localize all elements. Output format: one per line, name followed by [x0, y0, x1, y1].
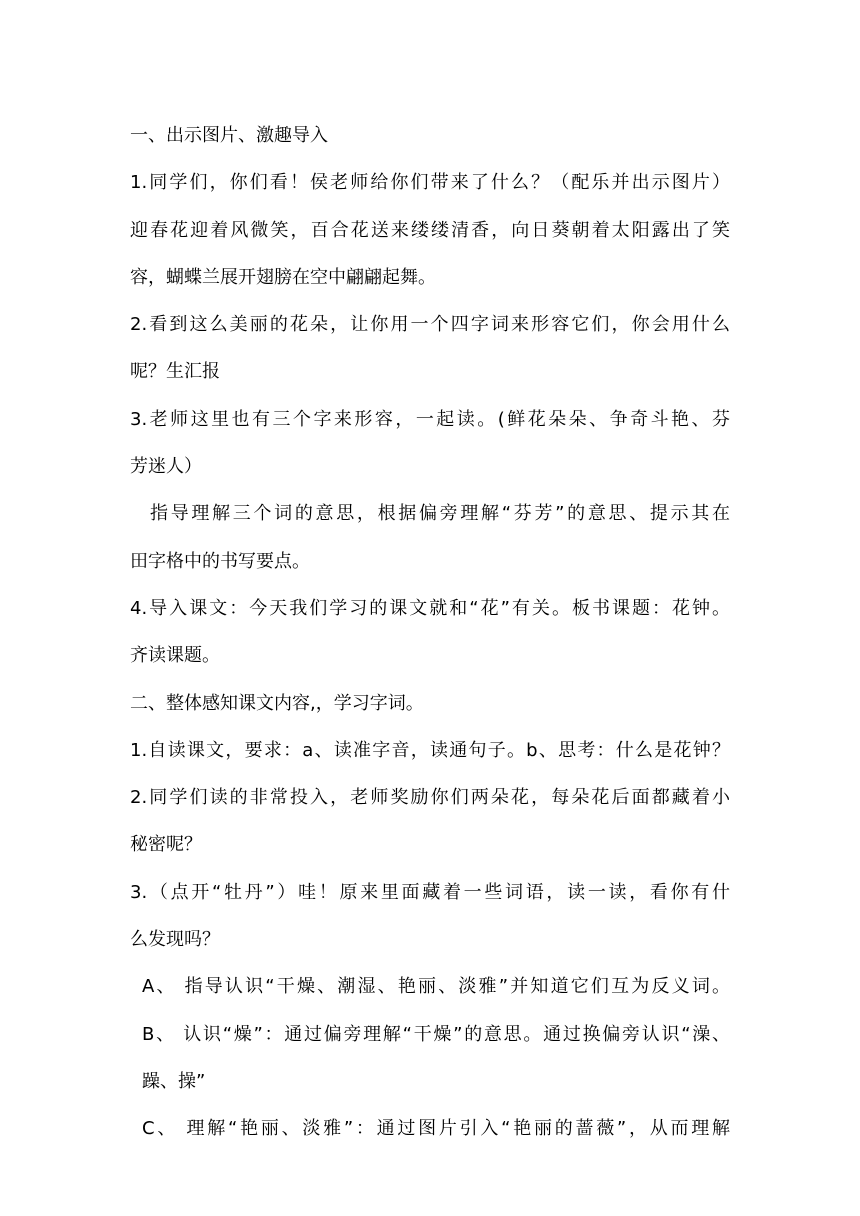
- paragraph-line: 么发现吗？: [130, 929, 220, 951]
- section-heading: 二、整体感知课文内容,，学习字词。: [130, 692, 424, 714]
- paragraph-line: 1.同学们，你们看！侯老师给你们带来了什么？（配乐并出示图片）: [130, 172, 730, 194]
- paragraph-line: 指导理解三个词的意思，根据偏旁理解“芬芳”的意思、提示其在: [150, 503, 730, 525]
- paragraph-line: 呢？生汇报: [130, 361, 220, 383]
- paragraph-line: 4.导入课文：今天我们学习的课文就和“花”有关。板书课题：花钟。: [130, 597, 730, 619]
- list-item: C、 理解“艳丽、淡雅”：通过图片引入“艳丽的蔷薇”，从而理解: [142, 1118, 730, 1140]
- list-item: B、 认识“燥”：通过偏旁理解“干燥”的意思。通过换偏旁认识“澡、: [142, 1023, 730, 1045]
- paragraph-line: 田字格中的书写要点。: [130, 550, 310, 572]
- paragraph-line: 2.看到这么美丽的花朵，让你用一个四字词来形容它们，你会用什么: [130, 314, 730, 336]
- document-body: [130, 112, 730, 1153]
- paragraph-line: 2.同学们读的非常投入，老师奖励你们两朵花，每朵花后面都藏着小: [130, 787, 730, 809]
- paragraph-line: 容，蝴蝶兰展开翅膀在空中翩翩起舞。: [130, 266, 436, 288]
- list-item: 躁、操”: [142, 1070, 206, 1092]
- paragraph-line: 3.（点开“牡丹”）哇！原来里面藏着一些词语，读一读，看你有什: [130, 881, 730, 903]
- section-heading: 一、出示图片、激趣导入: [130, 125, 328, 146]
- paragraph-line: 秘密呢？: [130, 834, 202, 856]
- list-item: A、 指导认识“干燥、潮湿、艳丽、淡雅”并知道它们互为反义词。: [142, 976, 730, 998]
- paragraph-line: 1.自读课文，要求：a、读准字音，读通句子。b、思考：什么是花钟？: [130, 739, 730, 761]
- paragraph-line: 3.老师这里也有三个字来形容，一起读。(鲜花朵朵、争奇斗艳、芬: [130, 408, 730, 430]
- paragraph-line: 芳迷人）: [130, 456, 202, 478]
- paragraph-line: 齐读课题。: [130, 645, 220, 667]
- paragraph-line: 迎春花迎着风微笑，百合花送来缕缕清香，向日葵朝着太阳露出了笑: [130, 219, 730, 241]
